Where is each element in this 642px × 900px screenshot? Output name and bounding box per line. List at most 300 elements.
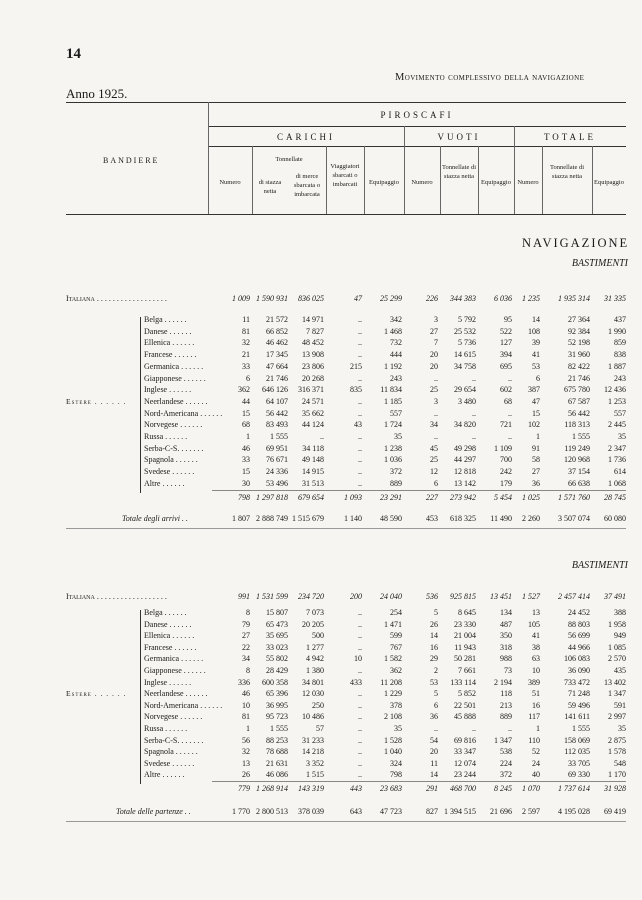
estere-brace — [140, 610, 141, 784]
flag-row-6-col0: 362 — [238, 385, 250, 395]
flag-row-12-col1: 78 688 — [266, 747, 288, 757]
flag-row-13-col4: 324 — [390, 758, 402, 768]
rule-piroscafi — [208, 126, 626, 127]
subtotal-row-col2: 679 654 — [298, 493, 324, 502]
flag-row-1-col6: 25 532 — [454, 326, 476, 336]
flag-row-9-col0: 68 — [242, 420, 250, 430]
flag-row-14-col7: 179 — [500, 478, 512, 488]
flag-row-10-col10: 35 — [618, 724, 626, 733]
year-label: Anno 1925. — [66, 86, 128, 101]
flag-row-2-col7: 350 — [500, 631, 512, 641]
flag-row-10-col2: .. — [320, 432, 324, 441]
flag-row-5-col9: 21 746 — [568, 373, 590, 383]
flag-row-9-col3: .. — [358, 712, 362, 722]
flag-label-3: Francese . . . . . . — [144, 642, 197, 652]
subtotal-row-col3: 1 093 — [344, 493, 362, 502]
total-rule — [66, 528, 626, 529]
subtotal-row-col6: 273 942 — [450, 493, 476, 502]
flag-row-5-col0: 6 — [246, 373, 250, 383]
flag-row-2-col5: 14 — [430, 631, 438, 641]
flag-label-9: Norvegese . . . . . . — [144, 712, 203, 722]
subtotal-row-col5: 291 — [426, 784, 438, 793]
flag-row-12-col7: 700 — [500, 455, 512, 465]
flag-row-12-col2: 14 218 — [302, 747, 324, 757]
flag-row-3-col3: .. — [358, 350, 362, 360]
flag-label-8: Nord-Americana . . . . . . — [144, 700, 223, 710]
flag-row-9-col6: 34 820 — [454, 420, 476, 430]
page-number: 14 — [66, 46, 81, 62]
flag-row-4-col2: 23 806 — [302, 361, 324, 371]
flag-row-2-col2: 48 452 — [302, 338, 324, 348]
flag-row-1-col10: 1 990 — [608, 326, 626, 336]
flag-row-4-col2: 4 942 — [306, 654, 324, 664]
flag-row-0-col9: 27 364 — [568, 315, 590, 324]
flag-row-4-col10: 2 570 — [608, 654, 626, 664]
flag-row-14-col4: 889 — [390, 478, 402, 488]
flag-row-1-col4: 1 468 — [384, 326, 402, 336]
flag-row-7-col1: 64 107 — [266, 396, 288, 406]
flag-row-6-col8: 387 — [528, 385, 540, 395]
flag-row-4-col8: 63 — [532, 654, 540, 664]
flag-row-6-col7: 2 194 — [494, 677, 512, 687]
flag-row-10-col3: .. — [358, 724, 362, 733]
flag-row-9-col0: 81 — [242, 712, 250, 722]
flag-row-3-col7: 394 — [500, 350, 512, 360]
flag-row-0-col8: 13 — [532, 608, 540, 617]
flag-label-11: Serba-C-S. . . . . . . — [144, 443, 204, 453]
subtotal-row-col7: 5 454 — [494, 493, 512, 502]
flag-label-6: Inglese . . . . . . — [144, 677, 192, 687]
flag-row-0-col6: 5 792 — [458, 315, 476, 324]
flag-row-2-col3: .. — [358, 338, 362, 348]
flag-row-12-col10: 1 736 — [608, 455, 626, 465]
flag-row-0-col1: 21 572 — [266, 315, 288, 324]
flag-row-4-col6: 50 281 — [454, 654, 476, 664]
total-row-col4: 48 590 — [380, 514, 402, 523]
flag-row-3-col2: 13 908 — [302, 350, 324, 360]
flag-row-5-col1: 28 429 — [266, 666, 288, 675]
flag-row-12-col9: 112 035 — [564, 747, 590, 757]
total-row-col5: 453 — [426, 514, 438, 523]
subtotal-row-col8: 1 025 — [522, 493, 540, 502]
flag-row-11-col5: 45 — [430, 443, 438, 453]
flag-label-5: Giapponese . . . . . . — [144, 666, 206, 675]
italiana-row-col5: 226 — [426, 294, 438, 303]
italiana-row-col0: 991 — [238, 592, 250, 601]
total-row-col2: 1 515 679 — [292, 514, 324, 523]
flag-row-8-col0: 15 — [242, 408, 250, 418]
flag-row-2-col10: 949 — [614, 631, 626, 641]
flag-row-12-col7: 538 — [500, 747, 512, 757]
flag-row-13-col3: .. — [358, 758, 362, 768]
italiana-row-col8: 1 235 — [522, 294, 540, 303]
flag-row-7-col1: 65 396 — [266, 689, 288, 699]
flag-row-12-col2: 49 148 — [302, 455, 324, 465]
flag-row-10-col9: 1 555 — [572, 432, 590, 441]
flag-row-5-col6: 7 661 — [458, 666, 476, 675]
subtotal-row-col0: 779 — [238, 784, 250, 793]
subtotal-row-col2: 143 319 — [298, 784, 324, 793]
rule-groups — [208, 146, 626, 147]
flag-row-10-col2: 57 — [316, 724, 324, 733]
flag-row-3-col5: 20 — [430, 350, 438, 360]
italiana-row-col0: 1 009 — [232, 294, 250, 303]
total-row-col10: 60 080 — [604, 514, 626, 523]
total-row-col9: 3 507 074 — [558, 514, 590, 523]
flag-row-12-col1: 76 671 — [266, 455, 288, 465]
italiana-row-col2: 836 025 — [298, 294, 324, 303]
flag-row-12-col0: 32 — [242, 747, 250, 757]
flag-row-3-col4: 444 — [390, 350, 402, 360]
flag-row-1-col8: 105 — [528, 619, 540, 629]
flag-row-8-col4: 557 — [390, 408, 402, 418]
flag-row-13-col10: 614 — [614, 467, 626, 477]
flag-row-8-col9: 56 442 — [568, 408, 590, 418]
total-label: Totale delle partenze . . — [116, 807, 191, 816]
flag-label-9: Norvegese . . . . . . — [144, 420, 203, 430]
flag-row-7-col0: 44 — [242, 396, 250, 406]
total-row-col7: 11 490 — [490, 514, 512, 523]
flag-row-13-col5: 11 — [430, 758, 438, 768]
flag-row-5-col4: 243 — [390, 373, 402, 383]
flag-label-10: Russa . . . . . . — [144, 432, 188, 441]
flag-label-8: Nord-Americana . . . . . . — [144, 408, 223, 418]
flag-row-14-col3: .. — [358, 478, 362, 488]
flag-row-14-col7: 372 — [500, 770, 512, 780]
flag-row-4-col6: 34 758 — [454, 361, 476, 371]
flag-row-6-col6: 29 654 — [454, 385, 476, 395]
italiana-row-col9: 2 457 414 — [558, 592, 590, 601]
flag-row-12-col8: 58 — [532, 455, 540, 465]
total-row-col0: 1 770 — [232, 807, 250, 816]
subtotal-row-col0: 798 — [238, 493, 250, 502]
flag-row-10-col3: .. — [358, 432, 362, 441]
flag-row-13-col6: 12 074 — [454, 758, 476, 768]
flag-row-4-col7: 695 — [500, 361, 512, 371]
flag-row-6-col10: 12 436 — [604, 385, 626, 395]
flag-row-0-col2: 14 971 — [302, 315, 324, 324]
flag-row-11-col2: 34 118 — [302, 443, 324, 453]
flag-row-3-col7: 318 — [500, 642, 512, 652]
flag-row-4-col0: 33 — [242, 361, 250, 371]
flag-row-14-col4: 798 — [390, 770, 402, 780]
flag-row-13-col2: 14 915 — [302, 467, 324, 477]
flag-row-4-col5: 20 — [430, 361, 438, 371]
flag-row-0-col7: 95 — [504, 315, 512, 324]
flag-row-0-col9: 24 452 — [568, 608, 590, 617]
flag-row-7-col7: 118 — [500, 689, 512, 699]
flag-row-3-col1: 17 345 — [266, 350, 288, 360]
flag-row-1-col6: 23 330 — [454, 619, 476, 629]
flag-row-9-col2: 44 124 — [302, 420, 324, 430]
flag-row-6-col9: 733 472 — [564, 677, 590, 687]
flag-row-9-col9: 141 611 — [564, 712, 590, 722]
flag-row-7-col2: 12 030 — [302, 689, 324, 699]
flag-row-12-col8: 52 — [532, 747, 540, 757]
flag-row-12-col4: 1 040 — [384, 747, 402, 757]
flag-row-1-col4: 1 471 — [384, 619, 402, 629]
flag-row-4-col1: 55 802 — [266, 654, 288, 664]
flag-row-0-col1: 15 807 — [266, 608, 288, 617]
flag-row-9-col1: 95 723 — [266, 712, 288, 722]
flag-row-13-col0: 15 — [242, 467, 250, 477]
flag-row-10-col1: 1 555 — [270, 724, 288, 733]
flag-row-11-col7: 1 109 — [494, 443, 512, 453]
total-row-col8: 2 597 — [522, 807, 540, 816]
flag-row-2-col9: 52 198 — [568, 338, 590, 348]
rule-header-bottom — [66, 214, 626, 215]
hdr-numero-c: Numero — [219, 179, 241, 186]
flag-row-1-col7: 487 — [500, 619, 512, 629]
flag-row-7-col3: .. — [358, 396, 362, 406]
flag-row-5-col10: 243 — [614, 373, 626, 383]
total-row-col7: 21 696 — [490, 807, 512, 816]
flag-row-2-col6: 5 736 — [458, 338, 476, 348]
flag-row-13-col9: 37 154 — [568, 467, 590, 477]
flag-row-13-col8: 24 — [532, 758, 540, 768]
flag-row-6-col9: 675 780 — [564, 385, 590, 395]
flag-row-3-col2: 1 277 — [306, 642, 324, 652]
flag-row-5-col3: .. — [358, 373, 362, 383]
flag-row-0-col0: 8 — [246, 608, 250, 617]
flag-row-12-col4: 1 036 — [384, 455, 402, 465]
flag-row-11-col6: 49 298 — [454, 443, 476, 453]
flag-row-7-col6: 5 852 — [458, 689, 476, 699]
flag-row-8-col1: 56 442 — [266, 408, 288, 418]
flag-row-1-col7: 522 — [500, 326, 512, 336]
flag-label-12: Spagnola . . . . . . — [144, 455, 198, 465]
hdr-numero-t: Numero — [517, 179, 539, 186]
flag-row-12-col5: 20 — [430, 747, 438, 757]
subtotal-rule — [212, 490, 626, 491]
flag-row-1-col5: 27 — [430, 326, 438, 336]
hdr-equipaggio-c: Equipaggio — [369, 179, 399, 186]
flag-row-3-col9: 44 966 — [568, 642, 590, 652]
flag-row-3-col8: 38 — [532, 642, 540, 652]
italiana-row-col10: 31 335 — [604, 294, 626, 303]
subtotal-row-col10: 28 745 — [604, 493, 626, 502]
flag-row-5-col9: 36 090 — [568, 666, 590, 675]
subtitle-bastimenti: BASTIMENTI — [571, 560, 628, 571]
flag-row-10-col8: 1 — [536, 432, 540, 441]
hdr-numero-v: Numero — [411, 179, 433, 186]
flag-row-6-col2: 34 801 — [302, 677, 324, 687]
flag-row-11-col0: 46 — [242, 443, 250, 453]
flag-label-4: Germanica . . . . . . — [144, 361, 204, 371]
estere-label: Estere . . . . . . — [66, 689, 127, 699]
total-label: Totale degli arrivi . . — [122, 514, 188, 523]
flag-row-6-col3: 433 — [350, 677, 362, 687]
subtotal-row-col6: 468 700 — [450, 784, 476, 793]
flag-row-8-col0: 10 — [242, 700, 250, 710]
subtotal-row-col8: 1 070 — [522, 784, 540, 793]
flag-row-1-col3: .. — [358, 326, 362, 336]
flag-row-1-col1: 65 473 — [266, 619, 288, 629]
italiana-label: Italiana . . . . . . . . . . . . . . . . . . — [66, 294, 167, 303]
flag-label-0: Belga . . . . . . — [144, 608, 187, 617]
flag-row-2-col1: 46 462 — [266, 338, 288, 348]
flag-label-13: Svedese . . . . . . — [144, 467, 195, 477]
flag-row-1-col2: 20 205 — [302, 619, 324, 629]
flag-row-1-col3: .. — [358, 619, 362, 629]
flag-row-7-col0: 46 — [242, 689, 250, 699]
flag-row-13-col10: 548 — [614, 758, 626, 768]
flag-row-8-col7: 213 — [500, 700, 512, 710]
flag-row-2-col2: 500 — [312, 631, 324, 641]
flag-row-0-col7: 134 — [500, 608, 512, 617]
flag-row-2-col1: 35 695 — [266, 631, 288, 641]
flag-label-2: Ellenica . . . . . . — [144, 338, 195, 348]
flag-row-9-col4: 1 724 — [384, 420, 402, 430]
flag-row-11-col4: 1 528 — [384, 735, 402, 745]
total-rule — [66, 821, 626, 822]
subtotal-row-col4: 23 291 — [380, 493, 402, 502]
flag-row-13-col4: 372 — [390, 467, 402, 477]
flag-row-14-col8: 36 — [532, 478, 540, 488]
subtotal-row-col5: 227 — [426, 493, 438, 502]
flag-row-14-col0: 26 — [242, 770, 250, 780]
flag-row-14-col9: 69 330 — [568, 770, 590, 780]
estere-label: Estere . . . . . . — [66, 396, 127, 406]
flag-row-4-col7: 988 — [500, 654, 512, 664]
flag-row-5-col7: 73 — [504, 666, 512, 675]
flag-row-9-col4: 2 108 — [384, 712, 402, 722]
italiana-row-col6: 925 815 — [450, 592, 476, 601]
subtotal-row-col9: 1 737 614 — [558, 784, 590, 793]
subtotal-row-col1: 1 297 818 — [256, 493, 288, 502]
flag-row-9-col10: 2 445 — [608, 420, 626, 430]
flag-row-4-col9: 106 083 — [564, 654, 590, 664]
flag-row-2-col0: 27 — [242, 631, 250, 641]
flag-row-1-col0: 79 — [242, 619, 250, 629]
flag-row-3-col6: 11 943 — [454, 642, 476, 652]
flag-row-5-col3: .. — [358, 666, 362, 675]
flag-row-2-col8: 41 — [532, 631, 540, 641]
italiana-row-col10: 37 491 — [604, 592, 626, 601]
flag-row-10-col1: 1 555 — [270, 432, 288, 441]
flag-row-14-col5: 6 — [434, 478, 438, 488]
flag-row-14-col6: 13 142 — [454, 478, 476, 488]
flag-row-5-col10: 435 — [614, 666, 626, 675]
flag-row-7-col9: 71 248 — [568, 689, 590, 699]
flag-row-14-col5: 14 — [430, 770, 438, 780]
flag-row-7-col10: 1 347 — [608, 689, 626, 699]
total-row-col6: 618 325 — [450, 514, 476, 523]
flag-row-5-col2: 20 268 — [302, 373, 324, 383]
rule-top — [66, 102, 626, 103]
flag-row-4-col5: 29 — [430, 654, 438, 664]
flag-row-9-col2: 10 486 — [302, 712, 324, 722]
flag-row-12-col5: 25 — [430, 455, 438, 465]
flag-row-14-col1: 46 086 — [266, 770, 288, 780]
flag-row-8-col4: 378 — [390, 700, 402, 710]
flag-row-3-col1: 33 023 — [266, 642, 288, 652]
flag-row-8-col8: 16 — [532, 700, 540, 710]
flag-row-6-col4: 11 834 — [380, 385, 402, 395]
flag-row-10-col5: .. — [434, 724, 438, 733]
flag-row-6-col3: 835 — [350, 385, 362, 395]
subtotal-row-col3: 443 — [350, 784, 362, 793]
flag-row-3-col9: 31 960 — [568, 350, 590, 360]
flag-row-1-col5: 26 — [430, 619, 438, 629]
flag-row-5-col1: 21 746 — [266, 373, 288, 383]
flag-row-3-col3: .. — [358, 642, 362, 652]
flag-row-12-col3: .. — [358, 747, 362, 757]
flag-row-12-col10: 1 578 — [608, 747, 626, 757]
subtotal-row-col7: 8 245 — [494, 784, 512, 793]
flag-row-12-col6: 44 297 — [454, 455, 476, 465]
flag-row-9-col7: 889 — [500, 712, 512, 722]
flag-row-4-col8: 53 — [532, 361, 540, 371]
flag-row-14-col9: 66 638 — [568, 478, 590, 488]
flag-label-14: Altre . . . . . . — [144, 478, 185, 488]
header-piroscafi: PIROSCAFI — [380, 110, 454, 120]
flag-row-10-col4: 35 — [394, 724, 402, 733]
flag-row-14-col2: 1 515 — [306, 770, 324, 780]
flag-row-11-col1: 88 253 — [266, 735, 288, 745]
flag-row-3-col5: 16 — [430, 642, 438, 652]
flag-row-8-col6: .. — [472, 408, 476, 418]
flag-row-3-col4: 767 — [390, 642, 402, 652]
italiana-row-col5: 536 — [426, 592, 438, 601]
flag-row-13-col7: 224 — [500, 758, 512, 768]
flag-row-10-col6: .. — [472, 724, 476, 733]
flag-row-3-col0: 21 — [242, 350, 250, 360]
flag-row-7-col5: 3 — [434, 396, 438, 406]
flag-row-7-col4: 1 229 — [384, 689, 402, 699]
flag-row-2-col4: 732 — [390, 338, 402, 348]
flag-label-2: Ellenica . . . . . . — [144, 631, 195, 641]
flag-row-6-col4: 11 208 — [380, 677, 402, 687]
flag-row-4-col10: 1 887 — [608, 361, 626, 371]
flag-row-11-col9: 158 069 — [564, 735, 590, 745]
flag-row-10-col8: 1 — [536, 724, 540, 733]
flag-row-5-col8: 6 — [536, 373, 540, 383]
flag-row-8-col2: 35 662 — [302, 408, 324, 418]
flag-row-8-col8: 15 — [532, 408, 540, 418]
flag-row-7-col9: 67 587 — [568, 396, 590, 406]
flag-row-1-col10: 1 958 — [608, 619, 626, 629]
flag-row-9-col3: 43 — [354, 420, 362, 430]
flag-row-11-col3: .. — [358, 443, 362, 453]
flag-row-4-col3: 10 — [354, 654, 362, 664]
hdr-stazza-t: Tonnellate di stazza netta — [549, 164, 585, 180]
subtotal-row-col10: 31 928 — [604, 784, 626, 793]
flag-row-2-col7: 127 — [500, 338, 512, 348]
subtotal-row-col9: 1 571 760 — [558, 493, 590, 502]
flag-row-9-col6: 45 888 — [454, 712, 476, 722]
flag-row-8-col10: 591 — [614, 700, 626, 710]
flag-label-13: Svedese . . . . . . — [144, 758, 195, 768]
flag-row-9-col9: 118 313 — [564, 420, 590, 430]
flag-row-14-col8: 40 — [532, 770, 540, 780]
subtotal-rule — [212, 781, 626, 782]
flag-row-3-col0: 22 — [242, 642, 250, 652]
flag-row-9-col8: 117 — [528, 712, 540, 722]
flag-row-6-col5: 25 — [430, 385, 438, 395]
flag-label-3: Francese . . . . . . — [144, 350, 197, 360]
hdr-equipaggio-t: Equipaggio — [594, 179, 624, 186]
flag-row-5-col8: 10 — [532, 666, 540, 675]
italiana-row-col3: 47 — [354, 294, 362, 303]
flag-row-13-col2: 3 352 — [306, 758, 324, 768]
flag-row-8-col6: 22 501 — [454, 700, 476, 710]
flag-row-4-col9: 82 422 — [568, 361, 590, 371]
flag-row-12-col6: 33 347 — [454, 747, 476, 757]
italiana-row-col9: 1 935 314 — [558, 294, 590, 303]
flag-row-10-col10: 35 — [618, 432, 626, 441]
total-row-col5: 827 — [426, 807, 438, 816]
